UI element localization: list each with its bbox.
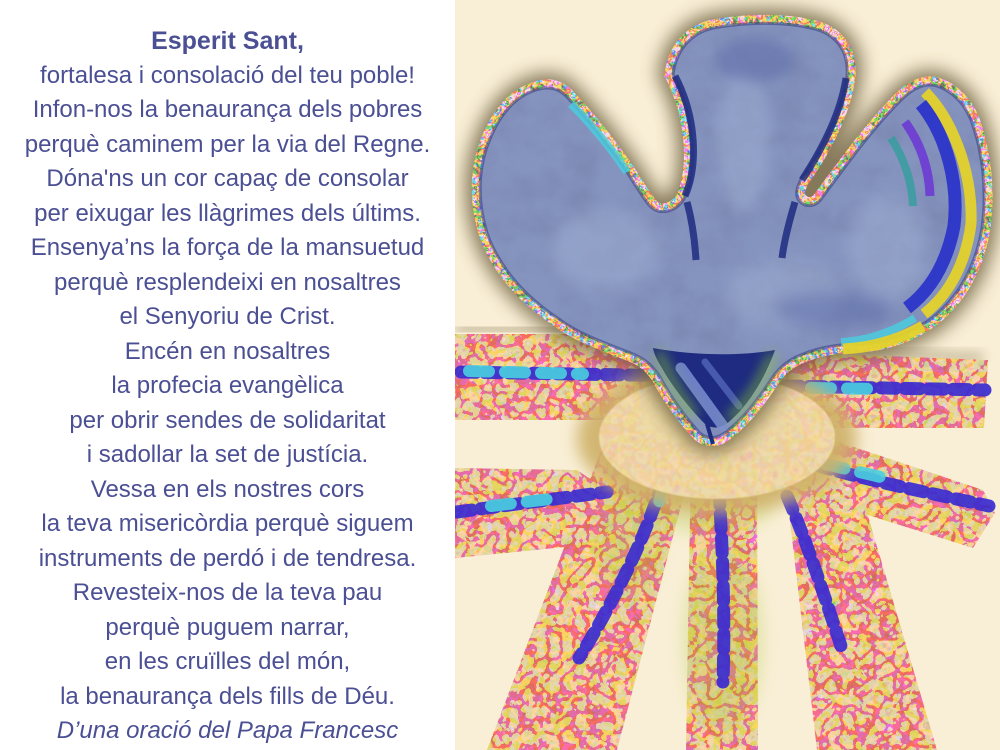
prayer-line: perquè puguem narrar, xyxy=(105,613,350,641)
holy-spirit-dove-artwork xyxy=(455,0,1000,750)
prayer-line: el Senyoriu de Crist. xyxy=(119,303,336,330)
prayer-line: Encén en nosaltres xyxy=(124,337,331,365)
prayer-line: la teva misericòrdia perquè siguem xyxy=(41,510,414,537)
prayer-line: la profecia evangèlica xyxy=(111,372,344,399)
prayer-line: la benaurança dels fills de Déu. xyxy=(60,682,395,710)
prayer-line: Dóna'ns un cor capaç de consolar xyxy=(46,165,409,192)
prayer-line: i sadollar la set de justícia. xyxy=(86,441,369,468)
prayer-line: perquè resplendeixi en nosaltres xyxy=(54,268,401,296)
prayer-line: per eixugar les llàgrimes dels últims. xyxy=(34,199,421,227)
prayer-attribution: D’una oració del Papa Francesc xyxy=(56,717,399,744)
prayer-line: Ensenya’ns la força de la mansuetud xyxy=(30,234,425,261)
prayer-line: per obrir sendes de solidaritat xyxy=(69,406,386,434)
prayer-line: Revesteix-nos de la teva pau xyxy=(72,579,383,606)
artwork-panel xyxy=(455,0,1000,750)
prayer-line: Infon-nos la benaurança dels pobres xyxy=(32,96,423,123)
prayer-line: instruments de perdó i de tendresa. xyxy=(38,544,417,572)
prayer-lines xyxy=(8,59,447,715)
prayer-line: perquè caminem per la via del Regne. xyxy=(24,130,431,158)
prayer-line: fortalesa i consolació del teu poble! xyxy=(40,61,415,89)
prayer-panel xyxy=(0,0,455,750)
prayer-line: Vessa en els nostres cors xyxy=(90,475,365,503)
prayer-line: en les cruïlles del món, xyxy=(104,648,351,675)
prayer-title: Esperit Sant, xyxy=(151,27,304,55)
